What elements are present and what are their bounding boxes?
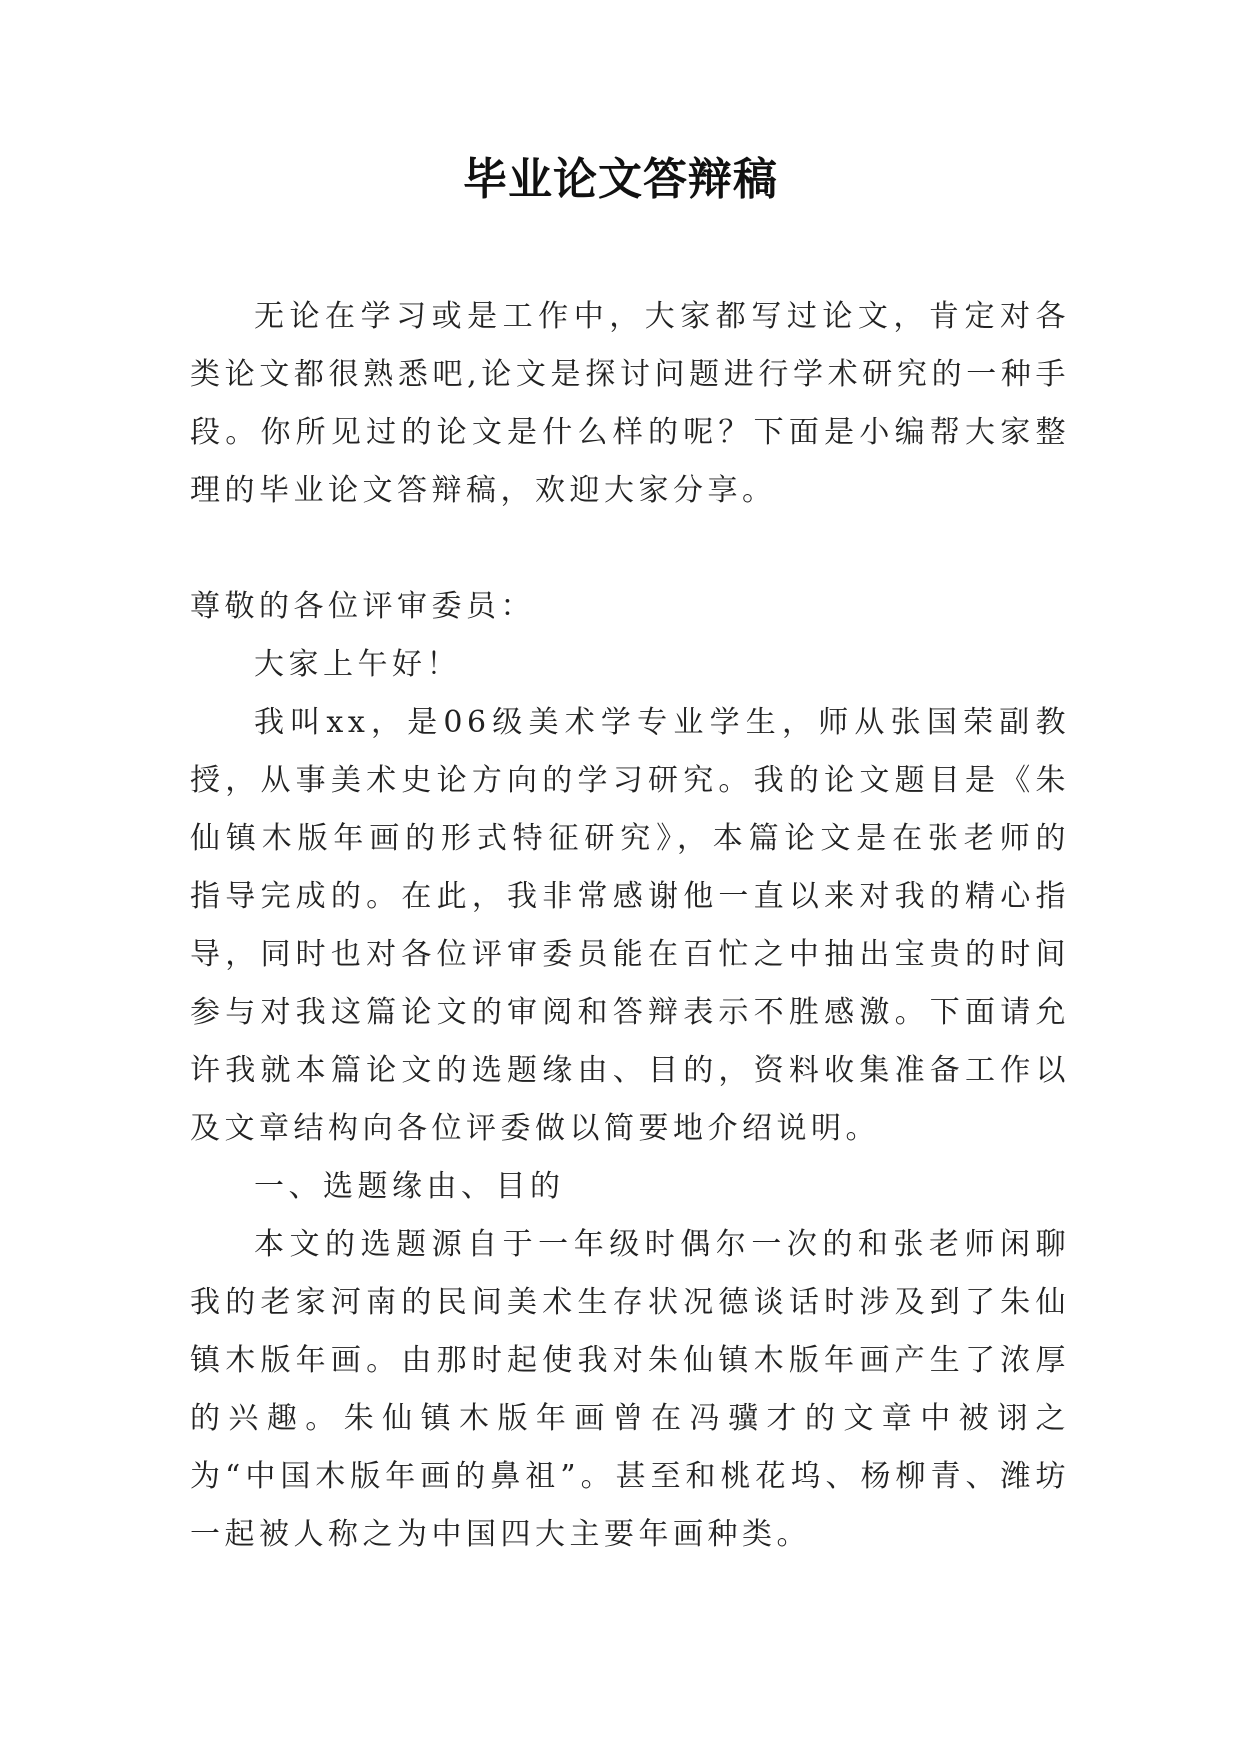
salutation-paragraph: 尊敬的各位评审委员： xyxy=(190,589,535,624)
section-heading: 一、选题缘由、目的 xyxy=(254,1169,565,1204)
self-intro-paragraph: 我叫xx，是06级美术学专业学生，师从张国荣副教授，从事美术史论方向的学习研究。我的论文题目是《朱仙镇木版年画的形式特征研究》，本篇论文是在张老师的指导完成的。在此，我非常感谢他一直以来对我的精心指导，同时也对各位评审委员能在百忙之中抽出宝贵的时间参与对我这篇论文的审阅和答辩表示不胜感激。下面请允许我就本篇论文的选题缘由、目的，资料收集准备工作以及文章结构向各位评委做以简要地介绍说明。 xyxy=(190,705,1070,1146)
intro-paragraph: 无论在学习或是工作中，大家都写过论文，肯定对各类论文都很熟悉吧,论文是探讨问题进行学术研究的一种手段。你所见过的论文是什么样的呢？下面是小编帮大家整理的毕业论文答辩稿，欢迎大家分享。 xyxy=(190,299,1070,508)
greeting-paragraph: 大家上午好！ xyxy=(254,647,461,682)
topic-paragraph: 本文的选题源自于一年级时偶尔一次的和张老师闲聊我的老家河南的民间美术生存状况德谈话时涉及到了朱仙镇木版年画。由那时起使我对朱仙镇木版年画产生了浓厚的兴趣。朱仙镇木版年画曾在冯骥才的文章中被诩之为“中国木版年画的鼻祖”。甚至和桃花坞、杨柳青、潍坊一起被人称之为中国四大主要年画种类。 xyxy=(190,1227,1070,1552)
document-title: 毕业论文答辩稿 xyxy=(463,154,778,205)
